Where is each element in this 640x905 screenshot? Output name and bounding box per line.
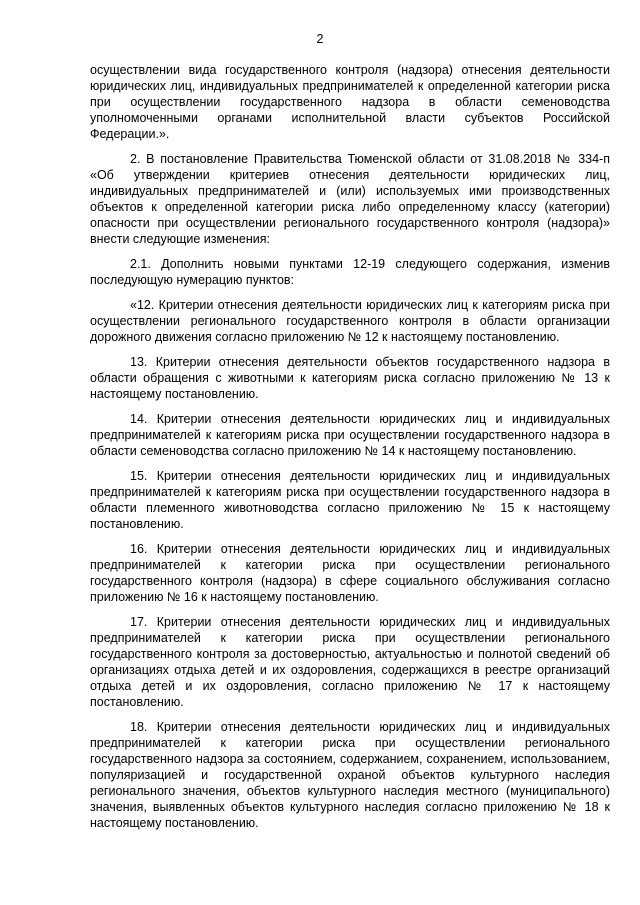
paragraph-point-18: 18. Критерии отнесения деятельности юридических лиц и индивидуальных предпринимателей к категории риска при осуществлении регионального государственного надзора за состоянием, содержанием, сохранением, использованием, популяризацией и государственной охраной объектов культурного наследия регионального значения, объектов культурного наследия местного (муниципального) значения, выявленных объектов культурного наследия согласно приложению № 18 к настоящему постановлению. xyxy=(90,720,610,830)
paragraph-item-2-1: 2.1. Дополнить новыми пунктами 12-19 следующего содержания, изменив последующую нумерацию пунктов: xyxy=(90,257,610,287)
paragraph-point-15: 15. Критерии отнесения деятельности юридических лиц и индивидуальных предпринимателей к категориям риска при осуществлении государственного надзора в области племенного животноводства согласно приложению № 15 к настоящему постановлению. xyxy=(90,469,610,531)
paragraph-point-14: 14. Критерии отнесения деятельности юридических лиц и индивидуальных предпринимателей к категориям риска при осуществлении государственного надзора в области семеноводства согласно приложению № 14 к настоящему постановлению. xyxy=(90,412,610,458)
paragraph-point-12: «12. Критерии отнесения деятельности юридических лиц к категориям риска при осуществлении регионального государственного контроля в области организации дорожного движения согласно приложению № 12 к настоящему постановлению. xyxy=(90,298,610,344)
paragraph-point-16: 16. Критерии отнесения деятельности юридических лиц и индивидуальных предпринимателей к категории риска при осуществлении регионального государственного контроля (надзора) в сфере социального обслуживания согласно приложению № 16 к настоящему постановлению. xyxy=(90,542,610,604)
paragraph-point-13: 13. Критерии отнесения деятельности объектов государственного надзора в области обращения с животными к категориям риска согласно приложению № 13 к настоящему постановлению. xyxy=(90,355,610,401)
paragraph-item-2: 2. В постановление Правительства Тюменской области от 31.08.2018 № 334-п «Об утверждении критериев отнесения деятельности юридических лиц, индивидуальных предпринимателей и (или) используемых ими производственных объектов к определенной категории риска либо определенному классу (категории) опасности при осуществлении регионального государственного контроля (надзора)» внести следующие изменения: xyxy=(90,152,610,246)
paragraph-point-17: 17. Критерии отнесения деятельности юридических лиц и индивидуальных предпринимателей к категории риска при осуществлении регионального государственного контроля за достоверностью, актуальностью и полнотой сведений об организациях отдыха детей и их оздоровления, содержащихся в реестре организаций отдыха детей и их оздоровления, согласно приложению № 17 к настоящему постановлению. xyxy=(90,615,610,709)
document-body xyxy=(90,62,610,840)
paragraph-continuation: осуществлении вида государственного контроля (надзора) отнесения деятельности юридических лиц, индивидуальных предпринимателей к определенной категории риска при осуществлении государственного надзора в области семеноводства уполномоченными органами исполнительной власти субъектов Российской Федерации.». xyxy=(90,63,610,141)
page-number: 2 xyxy=(316,32,324,46)
